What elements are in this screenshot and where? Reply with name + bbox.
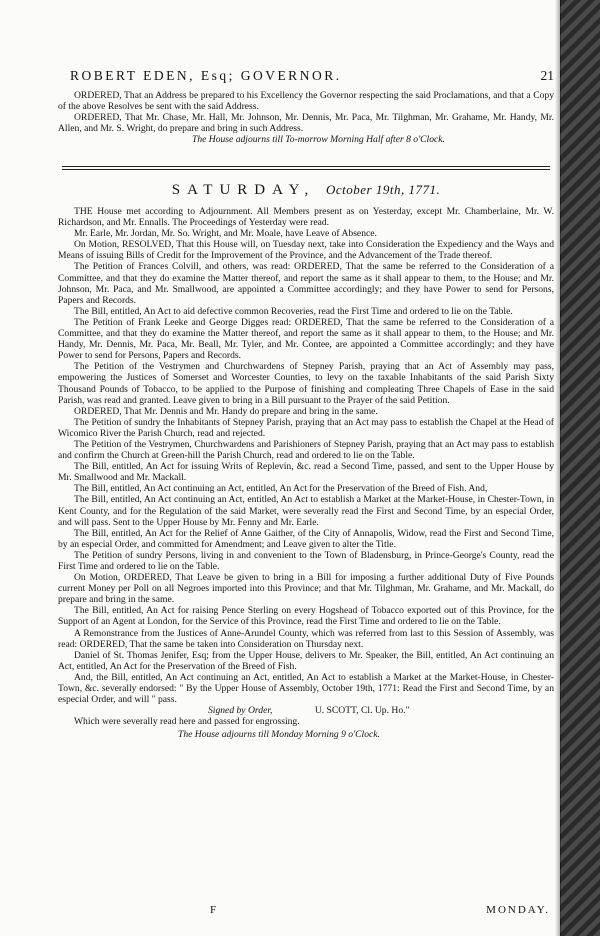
date-heading-date: October 19th, 1771. [325, 182, 441, 197]
paragraph: The Petition of sundry Persons, living in and convenient to the Town of Bladensburg, in Prince-George's County, read the First Time and ordered to lie on the Table. [58, 549, 554, 572]
signed-by-order: Signed by Order, [208, 705, 273, 717]
paragraph: The Bill, entitled, An Act for raising Pence Sterling on every Hogshead of Tobacco exported out of this Province, for the Support of an Agent at London, for the Service of this Province, read the First Time and ordered to lie on the Table. [58, 605, 554, 628]
page-number: 21 [540, 68, 554, 83]
paragraph: THE House met according to Adjournment. All Members present as on Yesterday, except Mr. Chamberlaine, Mr. W. Richardson, and Mr. Ennalls. The Proceedings of Yesterday were read. [58, 206, 554, 229]
paragraph: ORDERED, That Mr. Dennis and Mr. Handy do prepare and bring in the same. [74, 405, 378, 417]
paragraph: Which were severally read here and passed for engrossing. [74, 716, 300, 728]
paragraph: The Bill, entitled, An Act continuing an Act, entitled, An Act to establish a Market at the Market-House, in Chester-Town, in Kent County, and for the Regulation of the said Market, were severally read the First and Second Time, by an especial Order, and will pass. Sent to the Upper House by Mr. Fenny and Mr. Earle. [58, 494, 554, 528]
date-heading [58, 182, 554, 199]
signature-line [58, 705, 554, 716]
paragraph: The Petition of Frank Leeke and George Digges read: ORDERED, That the same be referred to the Consideration of a Committee, and that they do examine the Matter thereof, and report the same as it shall appear to them, to the House; and Mr. Handy, Mr. Dennis, Mr. Paca, Mr. Beall, Mr. Tyler, and Mr. Contee, are appointed a Committee accordingly; and they have Power to send for Persons, Papers and Records. [58, 316, 554, 362]
paragraph: On Motion, RESOLVED, That this House will, on Tuesday next, take into Consideration the Expediency and the Ways and Means of issuing Bills of Credit for the Improvement of the Province, and the Advancement of the Trade thereof. [58, 239, 554, 262]
paragraph: The Bill, entitled, An Act for issuing Writs of Replevin, &c. read a Second Time, passed, and sent to the Upper House by Mr. Smallwood and Mr. Mackall. [58, 461, 554, 484]
catchword: MONDAY. [486, 904, 550, 916]
date-heading-day: SATURDAY, [171, 182, 316, 198]
paragraph: The Petition of sundry the Inhabitants of Stepney Parish, praying that an Act may pass to establish the Chapel at the Head of Wicomico River the Parish Church, read and rejected. [58, 416, 554, 439]
paragraph: ORDERED, That Mr. Chase, Mr. Hall, Mr. Johnson, Mr. Dennis, Mr. Paca, Mr. Tilghman, Mr. Grahame, Mr. Handy, Mr. Allen, and Mr. S. Wright, do prepare and bring in such Address. [58, 112, 554, 135]
paragraph: On Motion, ORDERED, That Leave be given to bring in a Bill for imposing a further additional Duty of Five Pounds current Money per Poll on all Negroes imported into this Province; and that Mr. Tilghman, Mr. Grahame, and Mr. Mackall, do prepare and bring in the same. [58, 572, 554, 606]
paragraph: A Remonstrance from the Justices of Anne-Arundel County, which was referred from last to this Session of Assembly, was read: ORDERED, That the same be taken into Consideration on Thursday next. [58, 627, 554, 650]
binding-edge [560, 0, 600, 936]
running-head-title: ROBERT EDEN, Esq; GOVERNOR. [70, 68, 342, 83]
paragraph: The Bill, entitled, An Act continuing an Act, entitled, An Act for the Preservation of the Breed of Fish. And, [74, 483, 488, 495]
previous-day-section [58, 90, 554, 145]
paragraph: The Petition of Frances Colvill, and others, was read: ORDERED, That the same be referred to the Consideration of a Committee, and that they do examine the Matter thereof, and report the same as it shall appear to them, to the House; and Mr. Johnson, Mr. Paca, and Mr. Smallwood, are appointed a Committee accordingly; and they have Power to send for Persons, Papers and Records. [58, 261, 554, 306]
adjournment-line: The House adjourns till Monday Morning 9 o'Clock. [178, 729, 380, 741]
section-rule-top [62, 166, 550, 167]
paragraph: Mr. Earle, Mr. Jordan, Mr. So. Wright, and Mr. Moale, have Leave of Absence. [74, 228, 377, 240]
running-head [58, 68, 554, 88]
clerk-signature: U. SCOTT, Cl. Up. Ho." [314, 705, 410, 717]
paragraph: The Petition of the Vestrymen and Churchwardens of Stepney Parish, praying that an Act of Assembly may pass, empowering the Justices of Somerset and Worcester Counties, to levy on the taxable Inhabitants of the said Parish Sixty Thousand Pounds of Tobacco, to be applied to the Purpose of finishing and compleating Three Chapels of Ease in the said Parish, was read and granted. Leave given to bring in a Bill pursuant to the Prayer of the said Petition. [58, 361, 554, 406]
adjournment-line: The House adjourns till To-morrow Morning Half after 8 o'Clock. [192, 134, 445, 146]
paragraph: Daniel of St. Thomas Jenifer, Esq; from the Upper House, delivers to Mr. Speaker, the Bill, entitled, An Act continuing an Act, entitled, An Act for the Preservation of the Breed of Fish. [58, 649, 554, 672]
section-rule-bottom [62, 169, 550, 170]
paragraph: The Bill, entitled, An Act to aid defective common Recoveries, read the First Time and ordered to lie on the Table. [74, 305, 513, 317]
signature-mark: F [210, 904, 217, 916]
saturday-proceedings [58, 206, 554, 741]
paragraph: The Petition of the Vestrymen, Churchwardens and Parishioners of Stepney Parish, praying that an Act may pass to establish and confirm the Church at Green-hill the Parish Church, read and ordered to lie on the Table. [58, 438, 554, 462]
paragraph: And, the Bill, entitled, An Act continuing an Act, entitled, An Act to establish a Market at the Market-House, in Chester-Town, &c. severally endorsed: " By the Upper House of Assembly, October 19th, 1771: Read the First and Second Time, by an especial Order, and will " pass. [58, 671, 554, 706]
paragraph: ORDERED, That an Address be prepared to his Excellency the Governor respecting the said Proclamations, and that a Copy of the above Resolves be sent with the said Address. [58, 90, 554, 113]
paragraph: The Bill, entitled, An Act for the Relief of Anne Gaither, of the City of Annapolis, Widow, read the First and Second Time, by an especial Order, and committed for Amendment; and Leave given to alter the Title. [58, 527, 554, 550]
